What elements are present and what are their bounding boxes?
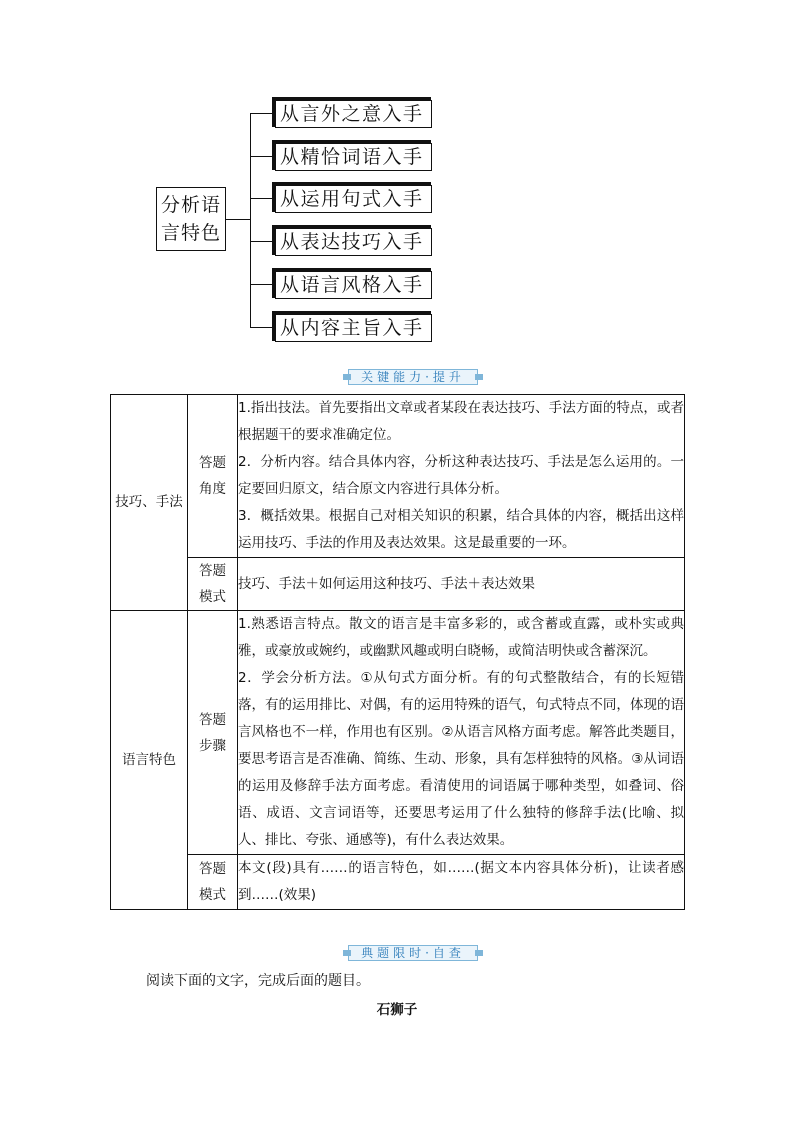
content-line: 本文(段)具有……的语言特色，如……(据文本内容具体分析)，让读者感到……(效果)	[238, 860, 684, 903]
content-line: 技巧、手法＋如何运用这种技巧、手法＋表达效果	[238, 575, 535, 592]
row-content	[238, 395, 685, 558]
row-label	[188, 395, 238, 558]
row-content	[238, 855, 685, 910]
content-line: 2．学会分析方法。①从句式方面分析。有的句式整散结合，有的长短错落，有的运用排比、对偶，有的运用特殊的语气，句式特点不同，体现的语言风格也不一样，作用也有区别。②从语言风格方面考虑。解答此类题目，要思考语言是否准确、简练、生动、形象，具有怎样独特的风格。③从词语的运用及修辞手法方面考虑。看清使用的词语属于哪种类型，如叠词、俗语、成语、文言词语等，还要思考运用了什么独特的修辞手法(比喻、拟人、排比、夸张、通感等)，有什么表达效果。	[238, 670, 684, 848]
row-category: 技巧、手法	[111, 395, 188, 611]
section-heading: 典题限时·自查	[348, 945, 478, 961]
diagram-root	[156, 187, 226, 251]
row-category: 语言特色	[111, 611, 188, 910]
content-line: 1.熟悉语言特点。散文的语言是丰富多彩的，或含蓄或直露，或朴实或典雅，或豪放或婉约，或幽默风趣或明白晓畅，或简洁明快或含蓄深沉。	[238, 616, 684, 659]
connector-line	[226, 219, 250, 220]
method-table	[110, 394, 685, 910]
diagram-branch: 从表达技巧入手	[275, 228, 432, 256]
content-line: 1.指出技法。首先要指出文章或者某段在表达技巧、手法方面的特点，或者根据题干的要求准确定位。	[238, 400, 684, 443]
table-row	[111, 611, 685, 855]
row-label	[188, 611, 238, 855]
table-row	[111, 855, 685, 910]
story-title: 石狮子	[376, 1002, 418, 1018]
row-label-text: 答题 模式	[199, 861, 226, 903]
section-heading: 关键能力·提升	[348, 369, 478, 385]
connector-line	[250, 284, 275, 285]
diagram-root-line: 言特色	[160, 222, 221, 244]
connector-line	[250, 241, 275, 242]
diagram-branch: 从运用句式入手	[275, 185, 432, 213]
table-row	[111, 395, 685, 558]
diagram-branch: 从精恰词语入手	[275, 143, 432, 171]
diagram-branch: 从内容主旨入手	[275, 314, 432, 342]
row-content	[238, 611, 685, 855]
row-content	[238, 558, 685, 611]
connector-line	[250, 156, 275, 157]
row-label-text: 答题 步骤	[199, 711, 226, 754]
content-line: 2．分析内容。结合具体内容，分析这种表达技巧、手法是怎么运用的。一定要回归原文，结合原文内容进行具体分析。	[238, 454, 684, 497]
row-label-text: 答题 角度	[199, 455, 226, 497]
row-label-text: 答题 模式	[199, 563, 226, 605]
instruction-text: 阅读下面的文字，完成后面的题目。	[146, 973, 370, 989]
concept-diagram	[0, 0, 794, 360]
connector-line	[250, 327, 275, 328]
content-line: 3．概括效果。根据自己对相关知识的积累，结合具体的内容，概括出这样运用技巧、手法的作用及表达效果。这是最重要的一环。	[238, 508, 684, 551]
diagram-branch: 从言外之意入手	[275, 100, 432, 128]
row-label	[188, 558, 238, 611]
diagram-branch: 从语言风格入手	[275, 271, 432, 299]
table-row	[111, 558, 685, 611]
connector-line	[250, 113, 275, 114]
connector-line	[250, 198, 275, 199]
connector-line	[250, 113, 251, 327]
diagram-root-line: 分析语	[160, 194, 221, 216]
row-label	[188, 855, 238, 910]
